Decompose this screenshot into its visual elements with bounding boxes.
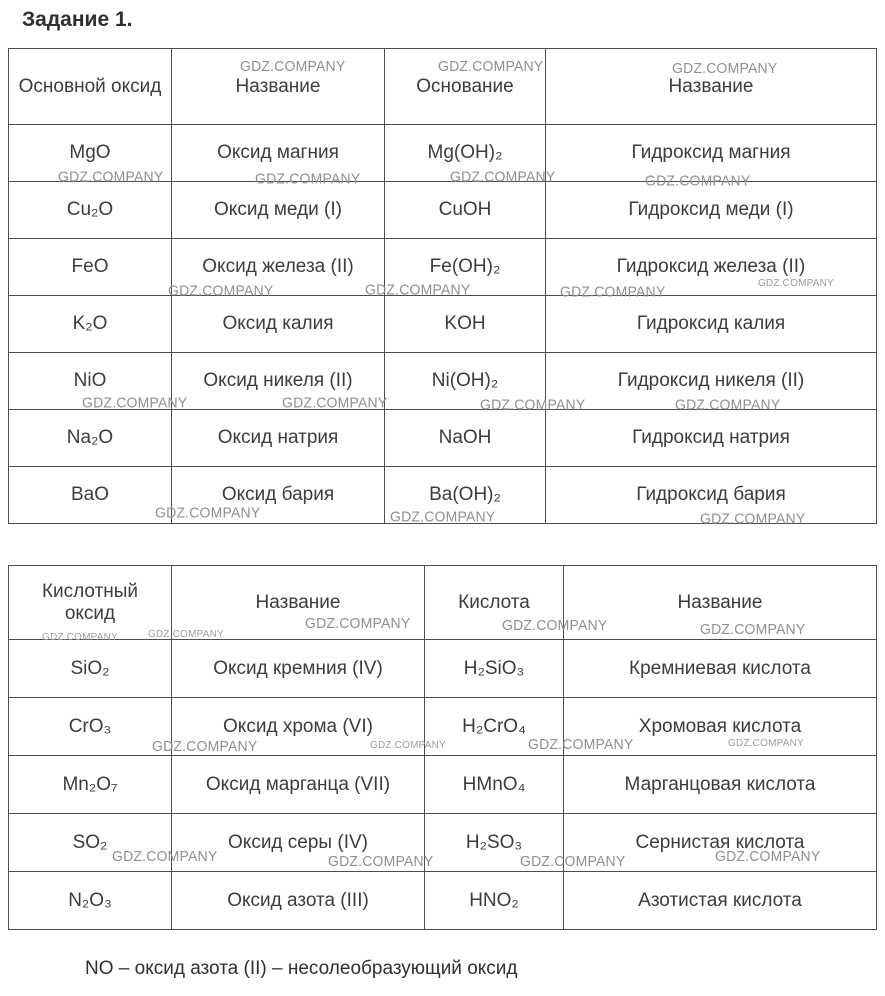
oxide-formula: Na₂O bbox=[9, 410, 172, 467]
watermark-text: GDZ.COMPANY bbox=[560, 282, 666, 300]
watermark-text: GDZ.COMPANY bbox=[528, 735, 634, 753]
table-row bbox=[9, 698, 877, 756]
watermark-text: GDZ.COMPANY bbox=[700, 620, 806, 638]
acid-formula: HNO₂ bbox=[425, 872, 564, 930]
table-header-row bbox=[9, 49, 877, 125]
acid-name: Марганцовая кислота bbox=[564, 756, 877, 814]
watermark-text: GDZ.COMPANY bbox=[282, 393, 388, 411]
watermark-text: GDZ.COMPANY bbox=[148, 628, 224, 641]
oxide-name: Оксид кремния (IV) bbox=[172, 640, 425, 698]
watermark-text: GDZ.COMPANY bbox=[58, 167, 164, 185]
column-header: Название bbox=[172, 566, 425, 640]
oxide-name: Оксид бария bbox=[172, 467, 385, 524]
column-header: Основной оксид bbox=[9, 49, 172, 125]
table-row bbox=[9, 296, 877, 353]
oxide-name: Оксид никеля (II) bbox=[172, 353, 385, 410]
column-header: Название bbox=[546, 49, 877, 125]
oxide-formula: NiO bbox=[9, 353, 172, 410]
watermark-text: GDZ.COMPANY bbox=[168, 281, 274, 299]
base-formula: KOH bbox=[385, 296, 546, 353]
base-name: Гидроксид калия bbox=[546, 296, 877, 353]
acid-name: Хромовая кислота bbox=[564, 698, 877, 756]
oxide-name: Оксид калия bbox=[172, 296, 385, 353]
oxide-formula: Cu₂O bbox=[9, 182, 172, 239]
table-row bbox=[9, 410, 877, 467]
column-header: Основание bbox=[385, 49, 546, 125]
base-formula: NaOH bbox=[385, 410, 546, 467]
base-formula: Fe(OH)₂ bbox=[385, 239, 546, 296]
acid-name: Сернистая кислота bbox=[564, 814, 877, 872]
acid-formula: HMnO₄ bbox=[425, 756, 564, 814]
oxide-name: Оксид магния bbox=[172, 125, 385, 182]
acid-formula: H₂SiO₃ bbox=[425, 640, 564, 698]
watermark-text: GDZ.COMPANY bbox=[520, 852, 626, 870]
acid-name: Кремниевая кислота bbox=[564, 640, 877, 698]
watermark-text: GDZ.COMPANY bbox=[758, 277, 834, 290]
base-formula: Ni(OH)₂ bbox=[385, 353, 546, 410]
oxide-name: Оксид меди (I) bbox=[172, 182, 385, 239]
watermark-text: GDZ.COMPANY bbox=[328, 852, 434, 870]
base-name: Гидроксид бария bbox=[546, 467, 877, 524]
table-row bbox=[9, 640, 877, 698]
watermark-text: GDZ.COMPANY bbox=[450, 167, 556, 185]
base-name: Гидроксид меди (I) bbox=[546, 182, 877, 239]
acid-formula: H₂CrO₄ bbox=[425, 698, 564, 756]
page-title: Задание 1. bbox=[22, 8, 133, 31]
table-row bbox=[9, 182, 877, 239]
watermark-text: GDZ.COMPANY bbox=[152, 737, 258, 755]
column-header: Название bbox=[172, 49, 385, 125]
table-row bbox=[9, 353, 877, 410]
watermark-text: GDZ.COMPANY bbox=[112, 847, 218, 865]
table-row bbox=[9, 756, 877, 814]
oxide-name: Оксид натрия bbox=[172, 410, 385, 467]
watermark-text: GDZ.COMPANY bbox=[155, 503, 261, 521]
watermark-text: GDZ.COMPANY bbox=[502, 616, 608, 634]
oxide-formula: FeO bbox=[9, 239, 172, 296]
watermark-text: GDZ.COMPANY bbox=[365, 280, 471, 298]
watermark-text: GDZ.COMPANY bbox=[42, 631, 118, 644]
watermark-text: GDZ.COMPANY bbox=[82, 393, 188, 411]
watermark-text: GDZ.COMPANY bbox=[255, 169, 361, 187]
watermark-text: GDZ.COMPANY bbox=[675, 395, 781, 413]
basic-oxides-table bbox=[8, 48, 877, 524]
watermark-text: GDZ.COMPANY bbox=[305, 614, 411, 632]
oxide-formula: K₂O bbox=[9, 296, 172, 353]
watermark-text: GDZ.COMPANY bbox=[715, 847, 821, 865]
watermark-text: GDZ.COMPANY bbox=[672, 59, 778, 77]
oxide-name: Оксид хрома (VI) bbox=[172, 698, 425, 756]
base-formula: Mg(OH)₂ bbox=[385, 125, 546, 182]
table-row bbox=[9, 467, 877, 524]
oxide-formula: MgO bbox=[9, 125, 172, 182]
oxide-name: Оксид серы (IV) bbox=[172, 814, 425, 872]
watermark-text: GDZ.COMPANY bbox=[240, 57, 346, 75]
oxide-formula: N₂O₃ bbox=[9, 872, 172, 930]
base-name: Гидроксид никеля (II) bbox=[546, 353, 877, 410]
base-formula: Ba(OH)₂ bbox=[385, 467, 546, 524]
base-formula: CuOH bbox=[385, 182, 546, 239]
oxide-name: Оксид азота (III) bbox=[172, 872, 425, 930]
table-row bbox=[9, 814, 877, 872]
watermark-text: GDZ.COMPANY bbox=[390, 507, 496, 525]
oxide-formula: SiO₂ bbox=[9, 640, 172, 698]
acid-formula: H₂SO₃ bbox=[425, 814, 564, 872]
watermark-text: GDZ.COMPANY bbox=[728, 737, 804, 750]
acid-name: Азотистая кислота bbox=[564, 872, 877, 930]
oxide-formula: Mn₂O₇ bbox=[9, 756, 172, 814]
watermark-text: GDZ.COMPANY bbox=[480, 395, 586, 413]
watermark-text: GDZ.COMPANY bbox=[645, 171, 751, 189]
oxide-name: Оксид марганца (VII) bbox=[172, 756, 425, 814]
footnote: NO – оксид азота (II) – несолеобразующий оксид bbox=[85, 958, 518, 979]
oxide-formula: BaO bbox=[9, 467, 172, 524]
column-header: Кислотный оксид bbox=[9, 566, 172, 640]
watermark-text: GDZ.COMPANY bbox=[438, 57, 544, 75]
acidic-oxides-table bbox=[8, 565, 877, 930]
table-row bbox=[9, 872, 877, 930]
base-name: Гидроксид железа (II) bbox=[546, 239, 877, 296]
column-header: Кислота bbox=[425, 566, 564, 640]
watermark-text: GDZ.COMPANY bbox=[370, 739, 446, 752]
column-header: Название bbox=[564, 566, 877, 640]
table-header-row bbox=[9, 566, 877, 640]
base-name: Гидроксид магния bbox=[546, 125, 877, 182]
oxide-name: Оксид железа (II) bbox=[172, 239, 385, 296]
oxide-formula: SO₂ bbox=[9, 814, 172, 872]
table-row bbox=[9, 239, 877, 296]
watermark-text: GDZ.COMPANY bbox=[700, 509, 806, 527]
base-name: Гидроксид натрия bbox=[546, 410, 877, 467]
oxide-formula: CrO₃ bbox=[9, 698, 172, 756]
table-row bbox=[9, 125, 877, 182]
